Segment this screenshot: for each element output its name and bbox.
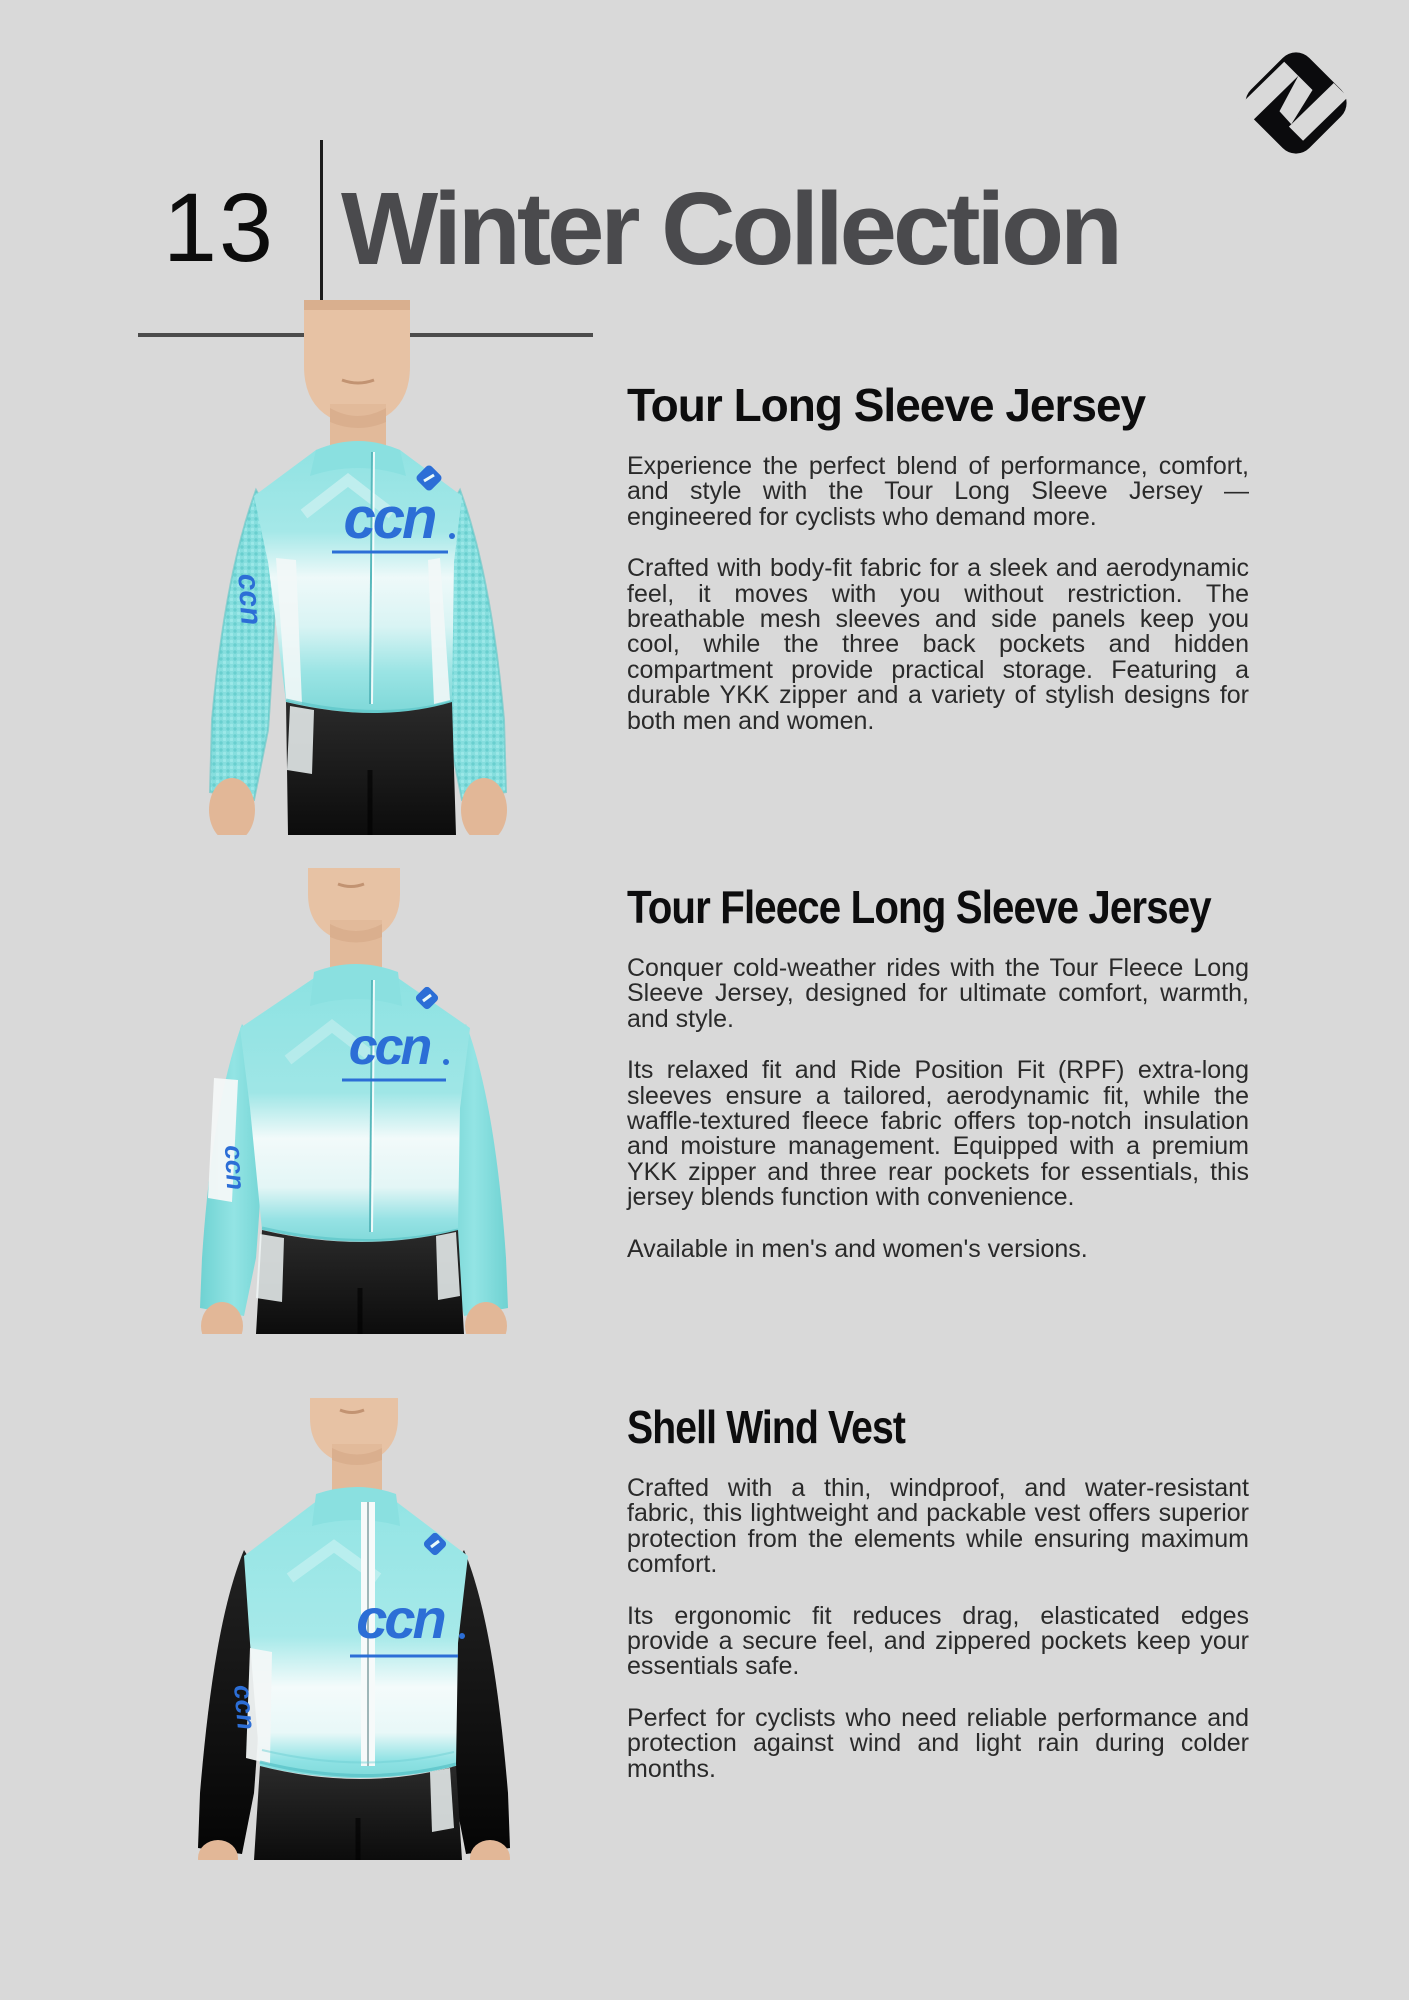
product-paragraph: Crafted with body-fit fabric for a sleek and aerodynamic feel, it moves with you without restriction. The breathable mesh sleeves and side panels keep you cool, while the three back pockets and hidden compartment provide practical storage. Featuring a durable YKK zipper and a variety of stylish designs for both men and women. bbox=[627, 554, 1249, 735]
product-photo-tour-long-sleeve-jersey bbox=[156, 300, 510, 835]
product-paragraph: Its relaxed fit and Ride Position Fit (RPF) extra-long sleeves ensure a tailored, aerodynamic fit, while the waffle-textured fleece fabric offers top-notch insulation and moisture management. Equipped with a premium YKK zipper and three rear pockets for essentials, this jersey blends function with convenience. bbox=[627, 1056, 1249, 1212]
model-head bbox=[308, 868, 400, 978]
sleeve-logo-text: ccn bbox=[218, 1144, 252, 1191]
jersey-logo-text: ccn bbox=[343, 486, 435, 551]
product-title-text: Tour Long Sleeve Jersey bbox=[627, 379, 1146, 431]
section-shell-wind-vest bbox=[627, 1402, 1249, 1782]
page-number: 13 bbox=[163, 173, 275, 282]
bib-shorts bbox=[286, 702, 456, 835]
product-photo-tour-fleece-long-sleeve-jersey bbox=[150, 868, 510, 1334]
header-divider bbox=[320, 140, 323, 323]
sleeve-logo-text: ccn bbox=[231, 572, 268, 627]
product-title bbox=[627, 1402, 1249, 1452]
product-title-text: Tour Fleece Long Sleeve Jersey bbox=[627, 881, 1211, 933]
product-paragraph: Crafted with a thin, windproof, and water-resistant fabric, this lightweight and packable vest offers superior protection from the elements while ensuring maximum comfort. bbox=[627, 1474, 1249, 1579]
bib-shorts bbox=[256, 1230, 464, 1334]
product-title bbox=[627, 882, 1249, 932]
section-tour-long-sleeve-jersey bbox=[627, 380, 1249, 734]
page-title: Winter Collection bbox=[341, 171, 1119, 286]
product-paragraph: Perfect for cyclists who need reliable performance and protection against wind and light rain during colder months. bbox=[627, 1703, 1249, 1783]
section-tour-fleece-long-sleeve-jersey bbox=[627, 882, 1249, 1262]
product-title bbox=[627, 380, 1249, 430]
product-photo-shell-wind-vest bbox=[150, 1398, 510, 1860]
product-paragraph: Available in men's and women's versions. bbox=[627, 1234, 1088, 1263]
bib-shorts bbox=[254, 1766, 462, 1860]
product-paragraph: Experience the perfect blend of performance, comfort, and style with the Tour Long Sleeve Jersey —engineered for cyclists who demand more. bbox=[627, 452, 1249, 531]
jersey-logo-text: ccn bbox=[356, 1587, 444, 1650]
ccn-diamond-logo-icon bbox=[1237, 44, 1355, 162]
side-logo-text: ccn bbox=[228, 1683, 262, 1731]
product-paragraph: Its ergonomic fit reduces drag, elasticated edges provide a secure feel, and zippered pockets keep your essentials safe. bbox=[627, 1601, 1249, 1681]
jersey-logo-text: ccn bbox=[348, 1018, 430, 1076]
model-head bbox=[310, 1398, 398, 1500]
product-title-text: Shell Wind Vest bbox=[627, 1401, 906, 1453]
product-paragraph: Conquer cold-weather rides with the Tour Fleece Long Sleeve Jersey, designed for ultimate comfort, warmth, and style. bbox=[627, 954, 1249, 1033]
